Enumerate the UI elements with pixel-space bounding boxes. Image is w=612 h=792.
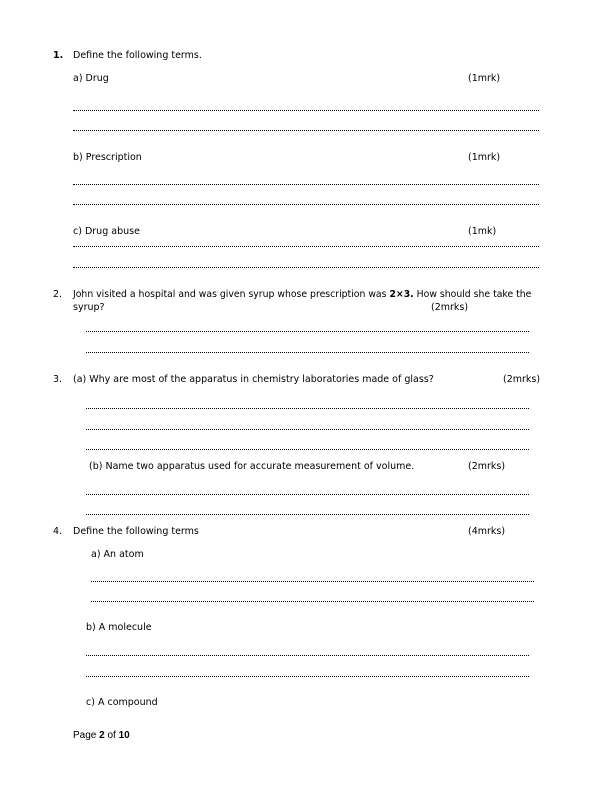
answer-line[interactable] (86, 408, 529, 409)
answer-line[interactable] (86, 494, 529, 495)
sub-question-label: c) Drug abuse (73, 226, 140, 237)
marks-label: (2mrks) (503, 374, 541, 385)
answer-line[interactable] (86, 655, 529, 656)
answer-line[interactable] (73, 204, 539, 205)
answer-line[interactable] (86, 514, 529, 515)
sub-question-label: a) Drug (73, 73, 109, 84)
question-number: 1. (53, 50, 64, 61)
answer-line[interactable] (86, 449, 529, 450)
answer-line[interactable] (91, 581, 534, 582)
answer-line[interactable] (86, 331, 529, 332)
question-stem: Define the following terms. (73, 50, 202, 61)
question-text: (a) Why are most of the apparatus in chemistry laboratories made of glass? (73, 374, 434, 385)
answer-line[interactable] (86, 352, 529, 353)
question-number: 2. (53, 289, 63, 300)
question-text-part: How should she take the (413, 289, 532, 300)
prescription-value: 2×3. (389, 289, 414, 300)
question-text (73, 289, 531, 301)
footer-prefix: Page (73, 730, 100, 741)
answer-line[interactable] (73, 184, 539, 185)
question-text-part: John visited a hospital and was given syrup whose prescription was (73, 289, 390, 300)
marks-label: (1mrk) (468, 73, 501, 84)
answer-line[interactable] (86, 676, 529, 677)
marks-label: (1mk) (468, 226, 497, 237)
question-number: 4. (53, 526, 63, 537)
question-stem: Define the following terms (73, 526, 199, 537)
marks-label: (2mrks) (468, 461, 506, 472)
question-text-continued: syrup? (73, 302, 105, 313)
current-page: 2 (99, 730, 105, 741)
answer-line[interactable] (73, 246, 539, 247)
footer-of: of (104, 730, 119, 741)
answer-line[interactable] (73, 267, 539, 268)
marks-label: (1mrk) (468, 152, 501, 163)
page-footer (73, 730, 130, 741)
marks-label: (2mrks) (431, 302, 469, 313)
sub-question-label: c) A compound (86, 697, 158, 708)
answer-line[interactable] (73, 110, 539, 111)
answer-line[interactable] (73, 130, 539, 131)
total-pages: 10 (118, 730, 130, 741)
sub-question-label: (b) Name two apparatus used for accurate measurement of volume. (89, 461, 415, 472)
question-number: 3. (53, 374, 63, 385)
answer-line[interactable] (86, 429, 529, 430)
sub-question-label: a) An atom (91, 549, 144, 560)
answer-line[interactable] (91, 601, 534, 602)
marks-label: (4mrks) (468, 526, 506, 537)
sub-question-label: b) Prescription (73, 152, 142, 163)
sub-question-label: b) A molecule (86, 622, 152, 633)
